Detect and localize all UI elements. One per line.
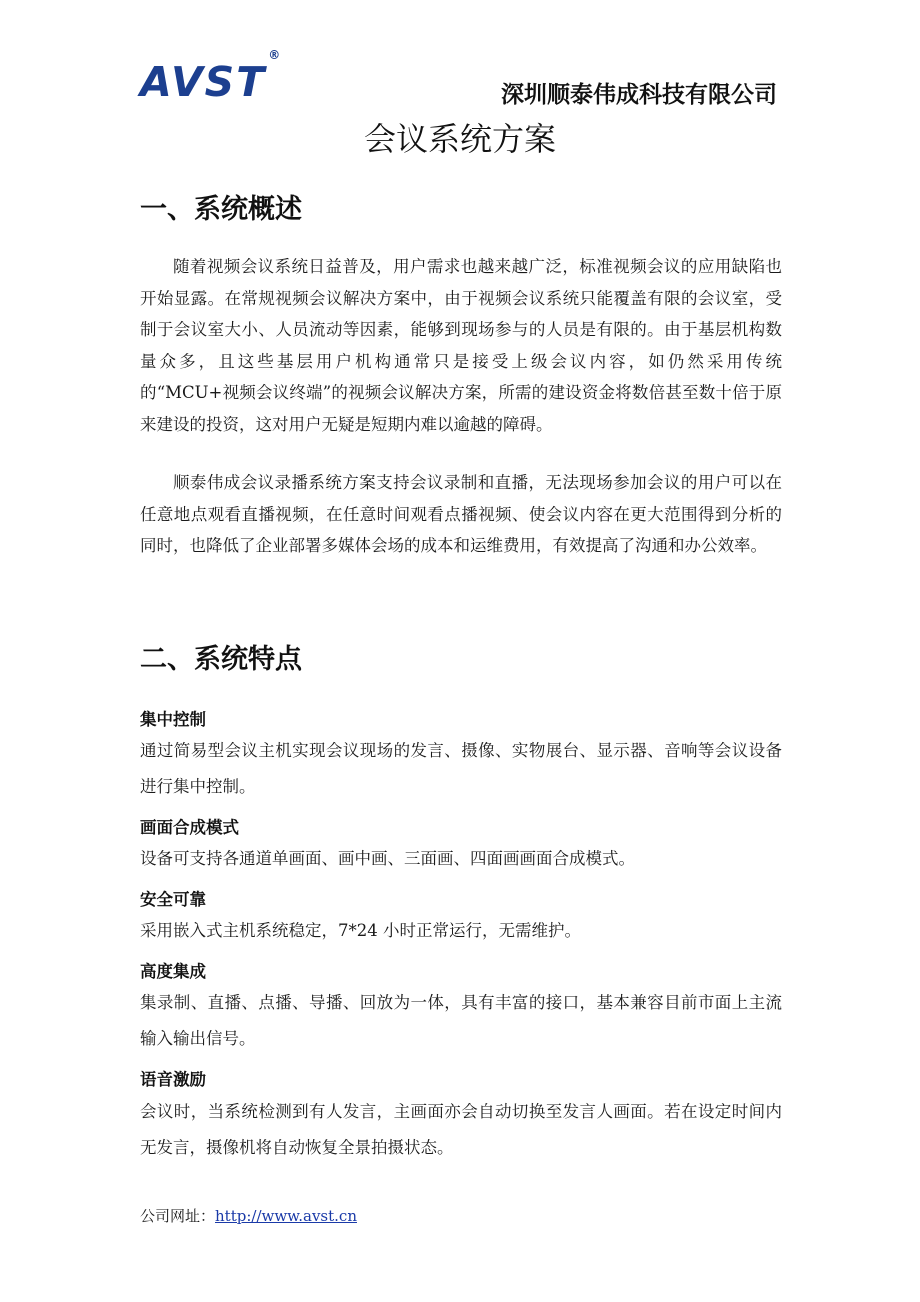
- section-heading-features: 二、系统特点: [140, 644, 302, 675]
- footer: [140, 1205, 357, 1226]
- feature-title: 安全可靠: [140, 890, 206, 909]
- website-link[interactable]: http://www.avst.cn: [215, 1207, 357, 1225]
- feature-text: 会议时，当系统检测到有人发言，主画面亦会自动切换至发言人画面。若在设定时间内无发言，摄像机将自动恢复全景拍摄状态。: [140, 1102, 782, 1157]
- document-title: 会议系统方案: [363, 120, 556, 158]
- feature-title: 集中控制: [140, 710, 206, 729]
- overview-paragraph-1: 随着视频会议系统日益普及，用户需求也越来越广泛，标准视频会议的应用缺陷也开始显露。在常规视频会议解决方案中，由于视频会议系统只能覆盖有限的会议室，受制于会议室大小、人员流动等因素，能够到现场参与的人员是有限的。由于基层机构数量众多，且这些基层用户机构通常只是接受上级会议内容，如仍然采用传统的“MCU+视频会议终端”的视频会议解决方案，所需的建设资金将数倍甚至数十倍于原来建设的投资，这对用户无疑是短期内难以逾越的障碍。: [140, 257, 782, 434]
- feature-text: 设备可支持各通道单画面、画中画、三面画、四面画画面合成模式。: [140, 849, 635, 868]
- feature-title: 语音激励: [140, 1070, 206, 1089]
- feature-text: 集录制、直播、点播、导播、回放为一体，具有丰富的接口，基本兼容目前市面上主流输入输出信号。: [140, 993, 782, 1048]
- registered-mark: ®: [268, 48, 283, 63]
- feature-text: 采用嵌入式主机系统稳定，7*24 小时正常运行，无需维护。: [140, 921, 581, 940]
- overview-paragraph-2: 顺泰伟成会议录播系统方案支持会议录制和直播，无法现场参加会议的用户可以在任意地点观看直播视频，在任意时间观看点播视频、使会议内容在更大范围得到分析的同时，也降低了企业部署多媒体会场的成本和运维费用，有效提高了沟通和办公效率。: [140, 473, 782, 555]
- logo-text: AVST: [140, 58, 267, 106]
- avst-logo: [140, 48, 283, 106]
- company-name: 深圳顺泰伟成科技有限公司: [501, 82, 777, 108]
- section-heading-overview: 一、系统概述: [140, 194, 302, 225]
- footer-label: 公司网址：: [140, 1207, 216, 1225]
- feature-title: 高度集成: [140, 962, 206, 981]
- feature-title: 画面合成模式: [140, 818, 239, 837]
- feature-text: 通过简易型会议主机实现会议现场的发言、摄像、实物展台、显示器、音响等会议设备进行集中控制。: [140, 741, 782, 796]
